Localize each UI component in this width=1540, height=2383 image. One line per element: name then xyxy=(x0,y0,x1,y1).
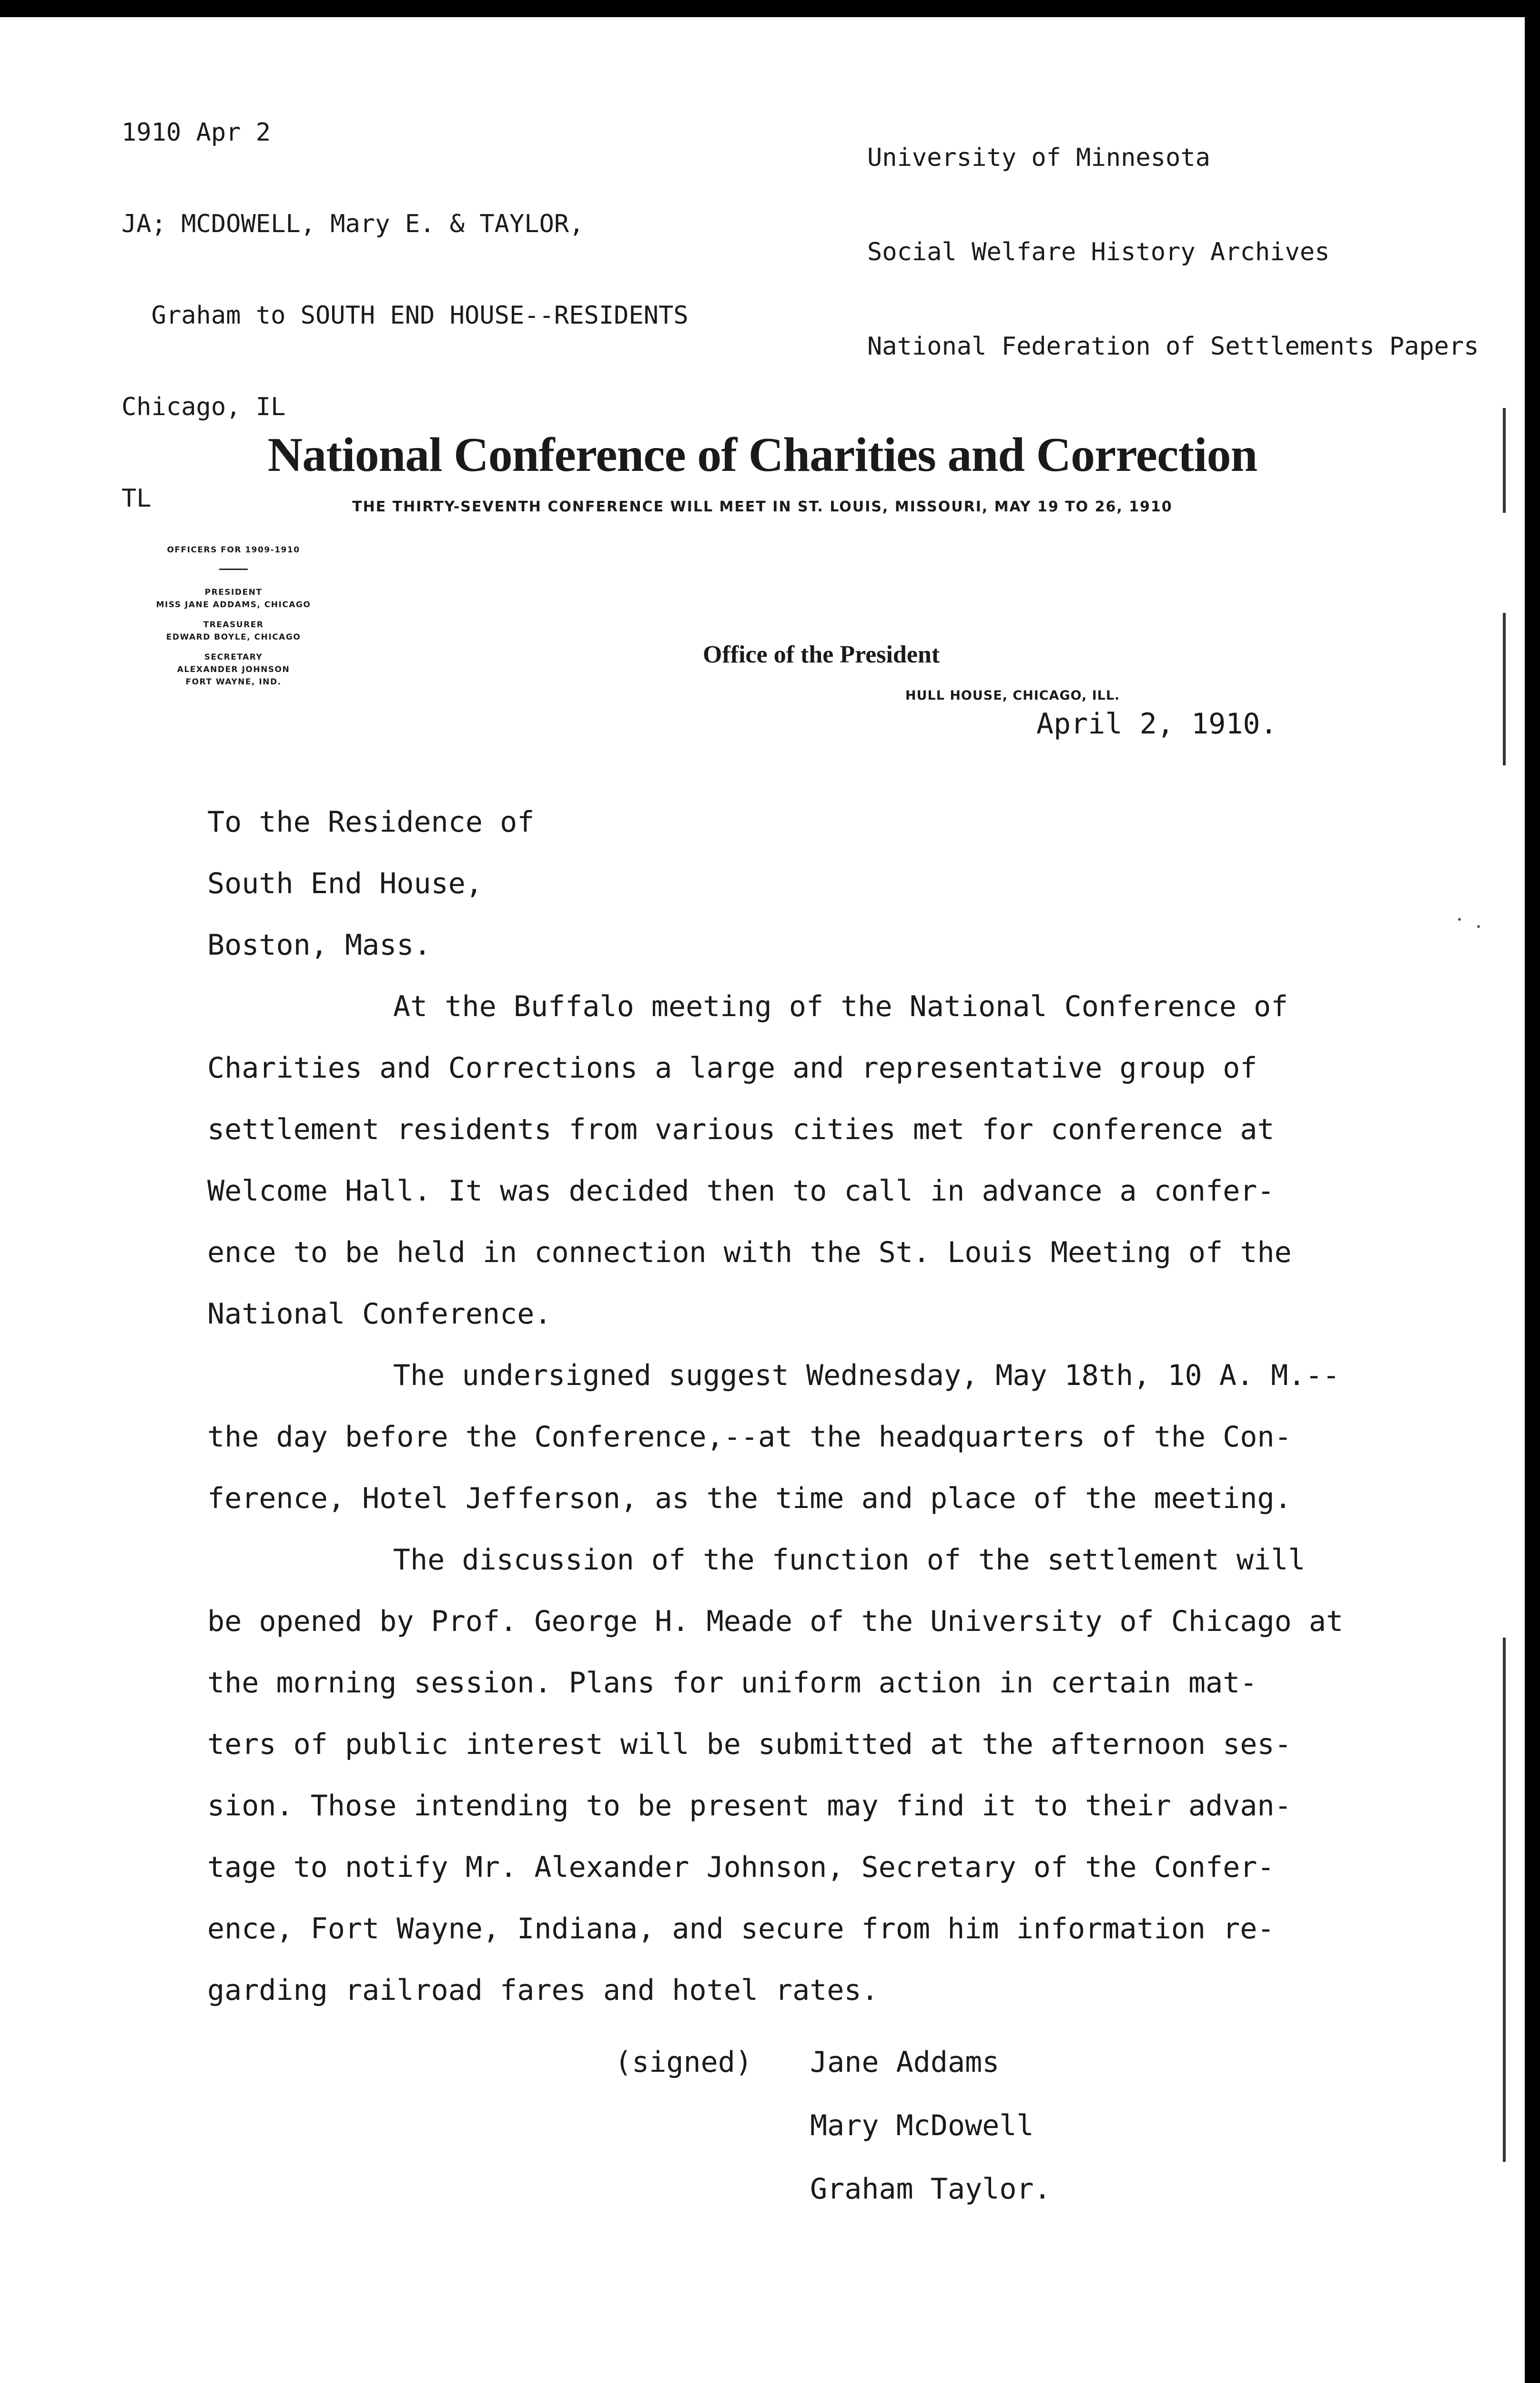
signatory: Graham Taylor. xyxy=(810,2172,1051,2206)
body-line: settlement residents from various cities met for conference at xyxy=(207,1113,1275,1146)
archive-papers: National Federation of Settlements Papers xyxy=(867,332,1479,361)
catalog-metadata-right xyxy=(867,79,1479,425)
signed-label: (signed) xyxy=(615,2046,752,2079)
salutation-line: To the Residence of xyxy=(207,805,535,839)
catalog-place: Chicago, IL xyxy=(122,393,286,421)
scan-edge-mark xyxy=(1503,408,1506,513)
scan-edge-mark xyxy=(1503,613,1506,765)
scan-border xyxy=(1525,19,1540,2383)
catalog-date: 1910 Apr 2 xyxy=(122,118,271,147)
officers-heading: OFFICERS FOR 1909-1910 xyxy=(167,545,300,555)
body-line: be opened by Prof. George H. Meade of the University of Chicago at xyxy=(207,1605,1344,1638)
officers-block xyxy=(119,544,348,688)
body-line: garding railroad fares and hotel rates. xyxy=(207,1974,879,2007)
letter-date: April 2, 1910. xyxy=(1036,707,1277,741)
archive-collection: Social Welfare History Archives xyxy=(867,238,1330,266)
officer-role: SECRETARY xyxy=(204,652,263,662)
officer-name: MISS JANE ADDAMS, CHICAGO xyxy=(156,600,311,610)
body-line: sion. Those intending to be present may find it to their advan- xyxy=(207,1789,1292,1823)
office-address: HULL HOUSE, CHICAGO, ILL. xyxy=(905,688,1120,703)
office-label: Office of the President xyxy=(703,641,940,668)
body-line: The undersigned suggest Wednesday, May 18th, 10 A. M.-- xyxy=(393,1359,1340,1392)
body-line: ters of public interest will be submitted at the afternoon ses- xyxy=(207,1728,1292,1761)
body-line: tage to notify Mr. Alexander Johnson, Secretary of the Confer- xyxy=(207,1851,1275,1884)
divider xyxy=(219,569,248,570)
archive-institution: University of Minnesota xyxy=(867,143,1211,172)
letter-body xyxy=(207,792,1398,2021)
officer-name: EDWARD BOYLE, CHICAGO xyxy=(166,632,301,642)
salutation-line: South End House, xyxy=(207,867,483,900)
letterhead-title: National Conference of Charities and Correction xyxy=(267,428,1257,482)
salutation-line: Boston, Mass. xyxy=(207,928,431,962)
body-line: At the Buffalo meeting of the National Conference of xyxy=(393,990,1288,1023)
officer-role: PRESIDENT xyxy=(204,588,263,597)
scan-speck xyxy=(1458,918,1461,921)
body-line: the day before the Conference,--at the headquarters of the Con- xyxy=(207,1420,1292,1454)
body-line: ference, Hotel Jefferson, as the time and place of the meeting. xyxy=(207,1482,1292,1515)
body-line: Welcome Hall. It was decided then to call in advance a confer- xyxy=(207,1174,1275,1208)
officer-location: FORT WAYNE, IND. xyxy=(185,677,282,687)
catalog-metadata-left xyxy=(122,56,689,575)
signatories xyxy=(810,2031,1051,2221)
signatory: Mary McDowell xyxy=(810,2109,1034,2142)
document-page xyxy=(0,17,1525,2383)
body-line: ence, Fort Wayne, Indiana, and secure from him information re- xyxy=(207,1912,1275,1945)
body-line: ence to be held in connection with the St. Louis Meeting of the xyxy=(207,1236,1292,1269)
letterhead-subtitle: THE THIRTY-SEVENTH CONFERENCE WILL MEET IN ST. LOUIS, MISSOURI, MAY 19 TO 26, 1910 xyxy=(352,499,1173,515)
catalog-authors: JA; MCDOWELL, Mary E. & TAYLOR, xyxy=(122,210,584,238)
body-line: Charities and Corrections a large and representative group of xyxy=(207,1051,1257,1085)
signatory: Jane Addams xyxy=(810,2046,1000,2079)
scan-speck xyxy=(1477,925,1480,928)
catalog-recipient: Graham to SOUTH END HOUSE--RESIDENTS xyxy=(122,301,689,330)
scan-edge-mark xyxy=(1503,1638,1506,2162)
catalog-type: TL xyxy=(122,484,152,513)
body-line: the morning session. Plans for uniform action in certain mat- xyxy=(207,1666,1257,1700)
officer-role: TREASURER xyxy=(203,620,264,630)
officer-name: ALEXANDER JOHNSON xyxy=(177,665,290,674)
body-line: The discussion of the function of the settlement will xyxy=(393,1543,1306,1577)
body-line: National Conference. xyxy=(207,1297,552,1331)
